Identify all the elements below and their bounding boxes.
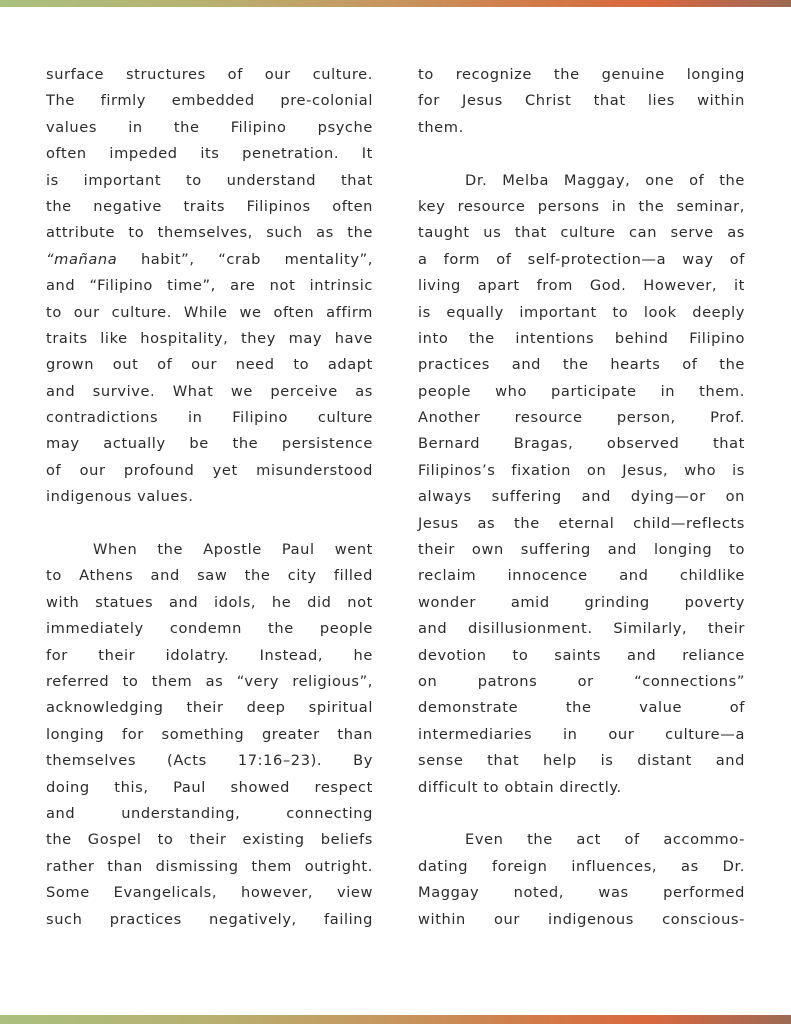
text-line: to our culture. While we often affirm bbox=[46, 303, 373, 321]
text-fragment: habit”, “crab mentality”, bbox=[140, 250, 373, 268]
text-line: practices and the hearts of the bbox=[418, 356, 745, 374]
text-line: their own suffering and longing to bbox=[418, 541, 745, 559]
text-line: such practices negatively, failing bbox=[46, 910, 373, 928]
text-line: grown out of our need to adapt bbox=[46, 356, 373, 374]
text-line: Jesus as the eternal child—reflects bbox=[418, 514, 745, 532]
text-line: The firmly embedded pre-colonial bbox=[46, 92, 373, 110]
text-line: surface structures of our culture. bbox=[46, 66, 373, 83]
text-line: to Athens and saw the city filled bbox=[46, 567, 373, 585]
paragraph-foreign-influences bbox=[418, 827, 745, 933]
text-line-with-italic bbox=[46, 247, 373, 273]
text-line: indigenous values. bbox=[46, 488, 194, 506]
paragraph-indigenous-values bbox=[46, 62, 373, 511]
paragraph-spacer bbox=[418, 141, 745, 167]
text-line: within our indigenous conscious- bbox=[418, 910, 745, 928]
text-line: devotion to saints and reliance bbox=[418, 646, 745, 664]
text-line: Bernard Bragas, observed that bbox=[418, 435, 745, 453]
italic-term-manana: “mañana bbox=[46, 250, 118, 268]
text-line: into the intentions behind Filipino bbox=[418, 329, 745, 347]
text-line: living apart from God. However, it bbox=[418, 277, 745, 295]
left-text-column bbox=[46, 62, 373, 933]
text-line: referred to them as “very religious”, bbox=[46, 672, 373, 690]
right-text-column bbox=[418, 62, 745, 933]
text-line: and disillusionment. Similarly, their bbox=[418, 620, 745, 638]
text-line: for their idolatry. Instead, he bbox=[46, 646, 373, 664]
text-line: difficult to obtain directly. bbox=[418, 778, 622, 796]
text-line: is equally important to look deeply bbox=[418, 303, 745, 321]
text-line: dating foreign influences, as Dr. bbox=[418, 857, 745, 875]
text-line: a form of self-protection—a way of bbox=[418, 250, 745, 268]
text-line: Maggay noted, was performed bbox=[418, 884, 745, 902]
text-line: for Jesus Christ that lies within bbox=[418, 92, 745, 110]
text-line: taught us that culture can serve as bbox=[418, 224, 745, 242]
text-line: values in the Filipino psyche bbox=[46, 118, 373, 136]
paragraph-spacer bbox=[418, 801, 745, 827]
text-line: themselves (Acts 17:16–23). By bbox=[46, 752, 373, 770]
text-line: traits like hospitality, they may have bbox=[46, 329, 373, 347]
paragraph-apostle-paul bbox=[46, 537, 373, 933]
paragraph-continuation bbox=[418, 62, 745, 141]
text-line: Another resource person, Prof. bbox=[418, 409, 745, 427]
text-line: reclaim innocence and childlike bbox=[418, 567, 745, 585]
text-line: doing this, Paul showed respect bbox=[46, 778, 373, 796]
text-line: key resource persons in the seminar, bbox=[418, 197, 745, 215]
text-line: and understanding, connecting bbox=[46, 804, 373, 822]
text-line: always suffering and dying—or on bbox=[418, 488, 745, 506]
text-line: demonstrate the value of bbox=[418, 699, 745, 717]
text-line: on patrons or “connections” bbox=[418, 672, 745, 690]
top-decorative-gradient-bar bbox=[0, 0, 791, 7]
text-line: Dr. Melba Maggay, one of the bbox=[465, 171, 745, 189]
text-line: attribute to themselves, such as the bbox=[46, 224, 373, 242]
text-line: to recognize the genuine longing bbox=[418, 66, 745, 83]
text-line: them. bbox=[418, 118, 464, 136]
text-line: intermediaries in our culture—a bbox=[418, 725, 745, 743]
text-line: wonder amid grinding poverty bbox=[418, 593, 745, 611]
text-line: contradictions in Filipino culture bbox=[46, 409, 373, 427]
text-line: sense that help is distant and bbox=[418, 752, 745, 770]
text-line: the Gospel to their existing beliefs bbox=[46, 831, 373, 849]
text-line: immediately condemn the people bbox=[46, 620, 373, 638]
text-line: the negative traits Filipinos often bbox=[46, 197, 373, 215]
text-line: often impeded its penetration. It bbox=[46, 145, 373, 163]
text-line: When the Apostle Paul went bbox=[93, 541, 373, 559]
text-line: Filipinos’s fixation on Jesus, who is bbox=[418, 461, 745, 479]
text-line: rather than dismissing them outright. bbox=[46, 857, 373, 875]
paragraph-melba-maggay bbox=[418, 168, 745, 801]
text-line: and survive. What we perceive as bbox=[46, 382, 373, 400]
text-line: of our profound yet misunderstood bbox=[46, 461, 373, 479]
text-line: is important to understand that bbox=[46, 171, 373, 189]
text-line: people who participate in them. bbox=[418, 382, 745, 400]
text-line: Some Evangelicals, however, view bbox=[46, 884, 373, 902]
text-line: longing for something greater than bbox=[46, 725, 373, 743]
bottom-decorative-gradient-bar bbox=[0, 1015, 791, 1024]
text-line: Even the act of accommo- bbox=[465, 831, 745, 849]
text-line: acknowledging their deep spiritual bbox=[46, 699, 373, 717]
text-line: may actually be the persistence bbox=[46, 435, 373, 453]
text-line: and “Filipino time”, are not intrinsic bbox=[46, 277, 373, 295]
paragraph-spacer bbox=[46, 511, 373, 537]
text-line: with statues and idols, he did not bbox=[46, 593, 373, 611]
